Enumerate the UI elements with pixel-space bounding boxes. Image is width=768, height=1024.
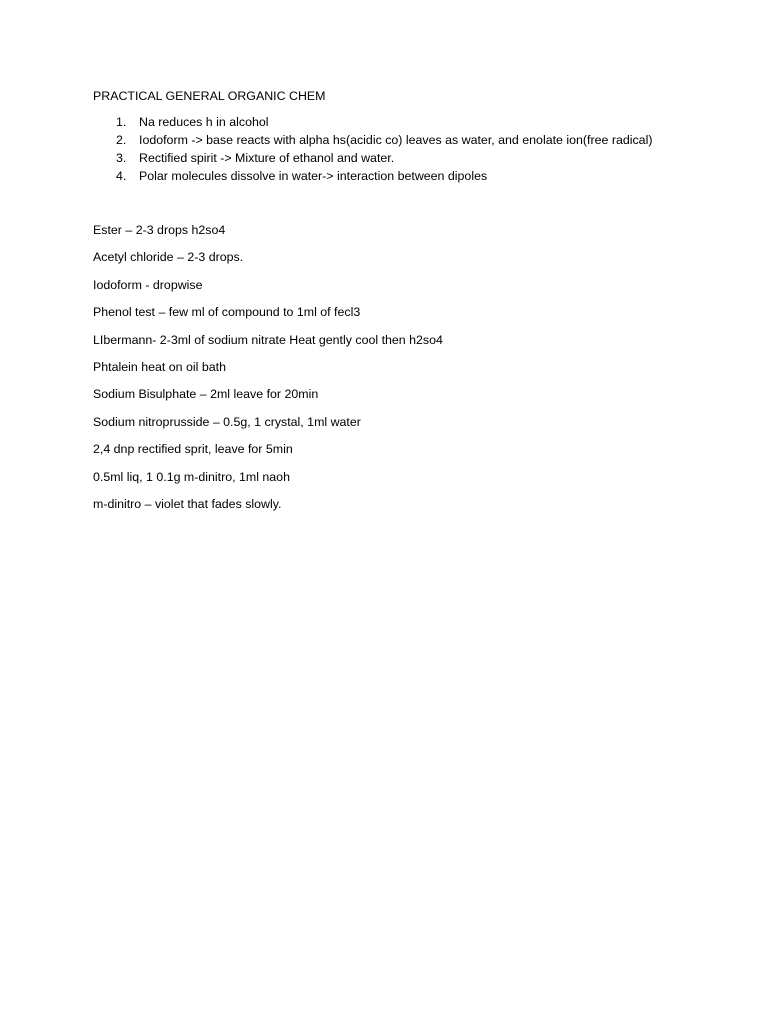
numbered-list <box>93 114 733 186</box>
note-line: Phtalein heat on oil bath <box>93 359 226 374</box>
document-body <box>93 88 733 523</box>
note-line: Ester – 2-3 drops h2so4 <box>93 223 226 237</box>
note-line: LIbermann- 2-3ml of sodium nitrate Heat gently cool then h2so4 <box>93 332 443 347</box>
list-item-number: 4. <box>116 169 127 183</box>
note-line: Acetyl chloride – 2-3 drops. <box>93 250 244 265</box>
note-line: Phenol test – few ml of compound to 1ml of fecl3 <box>93 305 361 320</box>
list-item <box>93 114 733 132</box>
note-line: m-dinitro – violet that fades slowly. <box>93 496 282 511</box>
note-line: Sodium Bisulphate – 2ml leave for 20min <box>93 387 319 402</box>
document-title: PRACTICAL GENERAL ORGANIC CHEM <box>93 89 326 103</box>
note-line: 2,4 dnp rectified sprit, leave for 5min <box>93 442 293 457</box>
list-item <box>93 168 733 186</box>
list-item-text: Polar molecules dissolve in water-> interaction between dipoles <box>139 169 488 183</box>
list-item-number: 2. <box>116 133 127 147</box>
list-item-text: Rectified spirit -> Mixture of ethanol and water. <box>139 151 395 165</box>
list-item <box>93 150 733 168</box>
note-line: 0.5ml liq, 1 0.1g m-dinitro, 1ml naoh <box>93 469 290 484</box>
note-line: Sodium nitroprusside – 0.5g, 1 crystal, 1ml water <box>93 414 361 429</box>
list-item-number: 1. <box>116 115 127 129</box>
list-item-text: Na reduces h in alcohol <box>139 115 269 129</box>
list-item-text: Iodoform -> base reacts with alpha hs(acidic co) leaves as water, and enolate ion(free radical) <box>139 133 653 147</box>
list-item <box>93 132 733 150</box>
notes-section <box>93 222 733 523</box>
list-item-number: 3. <box>116 151 127 165</box>
note-line: Iodoform - dropwise <box>93 277 203 292</box>
